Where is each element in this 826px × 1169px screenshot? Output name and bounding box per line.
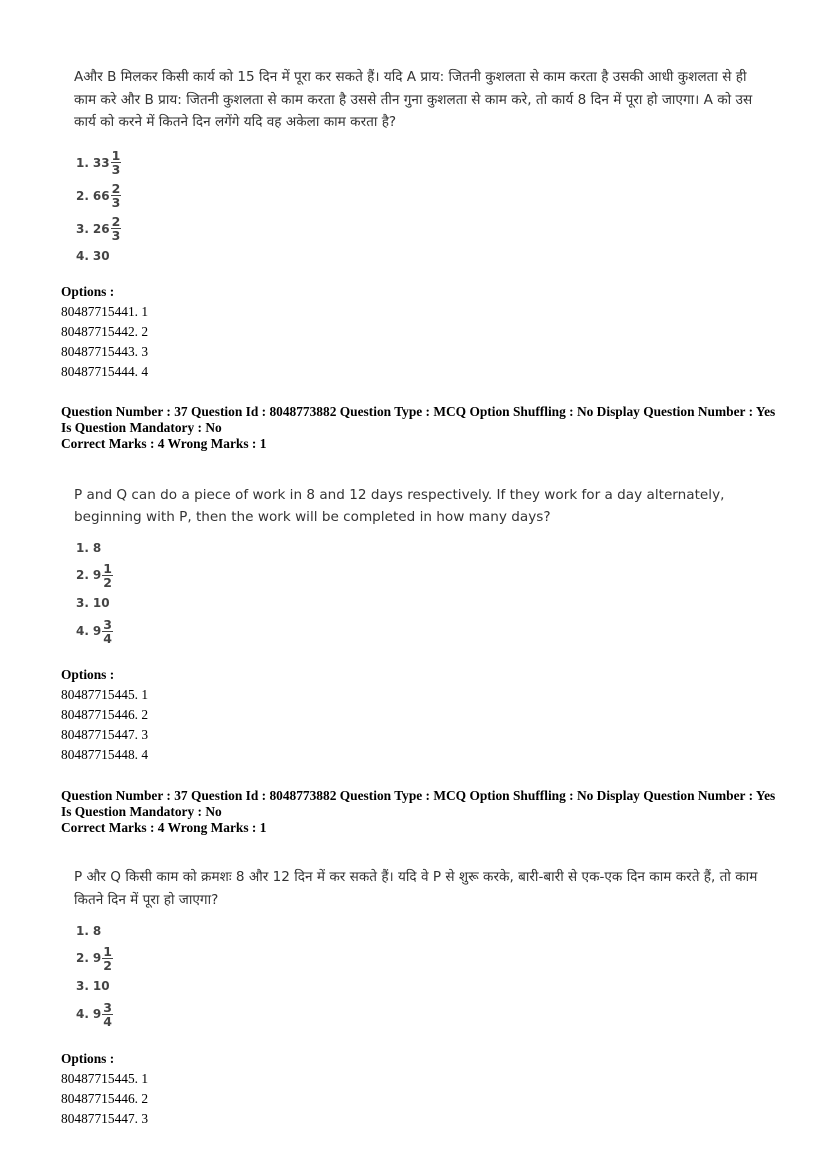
choice-item: 1. 33 $\frac{1}{3}$ [76, 148, 121, 177]
choice-list [76, 146, 121, 267]
choice-item: 2. 66 $\frac{2}{3}$ [76, 181, 121, 210]
option-id: 80487715441. 1 [61, 304, 149, 319]
question-text-hindi: P और Q किसी काम को क्रमशः 8 और 12 दिन में कर सकते हैं। यदि वे P से शुरू करके, बारी-बारी से एक-एक दिन काम करते हैं, तो काम कितने दिन में पूरा हो जाएगा? [74, 869, 758, 908]
option-id: 80487715445. 1 [61, 1071, 149, 1086]
option-id: 80487715444. 4 [61, 364, 149, 379]
question-text: P and Q can do a piece of work in 8 and 12 days respectively. If they work for a day alternately, beginning with P, then the work will be completed in how many days? [74, 487, 725, 525]
choice-item: 3. 10 [76, 596, 110, 610]
choice-list [76, 920, 113, 1030]
choice-item: 2. 9 $\frac{1}{2}$ [76, 560, 112, 590]
marks-line: Correct Marks : 4 Wrong Marks : 1 [61, 436, 267, 451]
choice-item: 1. 8 [76, 541, 102, 555]
choice-item: 4. 9 $\frac{3}{4}$ [76, 616, 112, 646]
choice-list [76, 537, 113, 647]
question-header: Question Number : 37 Question Id : 8048773882 Question Type : MCQ Option Shuffling : No Display Question Number : Yes Is Question Mandatory : No Correct Marks : 4 Wrong Marks : 1 [61, 788, 781, 836]
question-text-hindi: Aऔर B मिलकर किसी कार्य को 15 दिन में पूरा कर सकते हैं। यदि A प्राय: जितनी कुशलता से काम करता है उसकी आधी कुशलता से ही काम करे और B प्राय: जितनी कुशलता से काम करता है उससे तीन गुना कुशलता से काम करे, तो कार्य 8 दिन में पूरा हो जाएगा। A को उस कार्य को करने में कितने दिन लगेंगे यदि वह अकेला काम करता है? [74, 69, 753, 130]
option-id: 80487715445. 1 [61, 687, 149, 702]
option-id: 80487715447. 3 [61, 727, 149, 742]
choice-item: 3. 10 [76, 979, 110, 993]
choice-item: 3. 26 $\frac{2}{3}$ [76, 214, 121, 243]
option-id: 80487715443. 3 [61, 344, 149, 359]
fraction: $\frac{1}{2}$ [103, 943, 112, 973]
fraction: $\frac{1}{3}$ [111, 148, 121, 177]
option-id: 80487715448. 4 [61, 747, 149, 762]
options-block [61, 665, 148, 765]
option-id: 80487715446. 2 [61, 707, 149, 722]
options-block [61, 1049, 148, 1129]
fraction: $\frac{2}{3}$ [111, 181, 121, 210]
marks-line: Correct Marks : 4 Wrong Marks : 1 [61, 820, 267, 835]
options-label: Options : [61, 284, 115, 299]
fraction: $\frac{3}{4}$ [103, 616, 112, 646]
option-id: 80487715447. 3 [61, 1111, 149, 1126]
options-block [61, 282, 148, 382]
choice-item: 1. 8 [76, 924, 102, 938]
question-header: Question Number : 37 Question Id : 8048773882 Question Type : MCQ Option Shuffling : No Display Question Number : Yes Is Question Mandatory : No Correct Marks : 4 Wrong Marks : 1 [61, 404, 781, 452]
fraction: $\frac{3}{4}$ [103, 999, 112, 1029]
fraction: $\frac{1}{2}$ [103, 560, 112, 590]
option-id: 80487715446. 2 [61, 1091, 149, 1106]
choice-item: 4. 30 [76, 249, 110, 263]
option-id: 80487715442. 2 [61, 324, 149, 339]
choice-item: 4. 9 $\frac{3}{4}$ [76, 999, 112, 1029]
options-label: Options : [61, 1051, 115, 1066]
choice-item: 2. 9 $\frac{1}{2}$ [76, 943, 112, 973]
options-label: Options : [61, 667, 115, 682]
fraction: $\frac{2}{3}$ [111, 214, 121, 243]
